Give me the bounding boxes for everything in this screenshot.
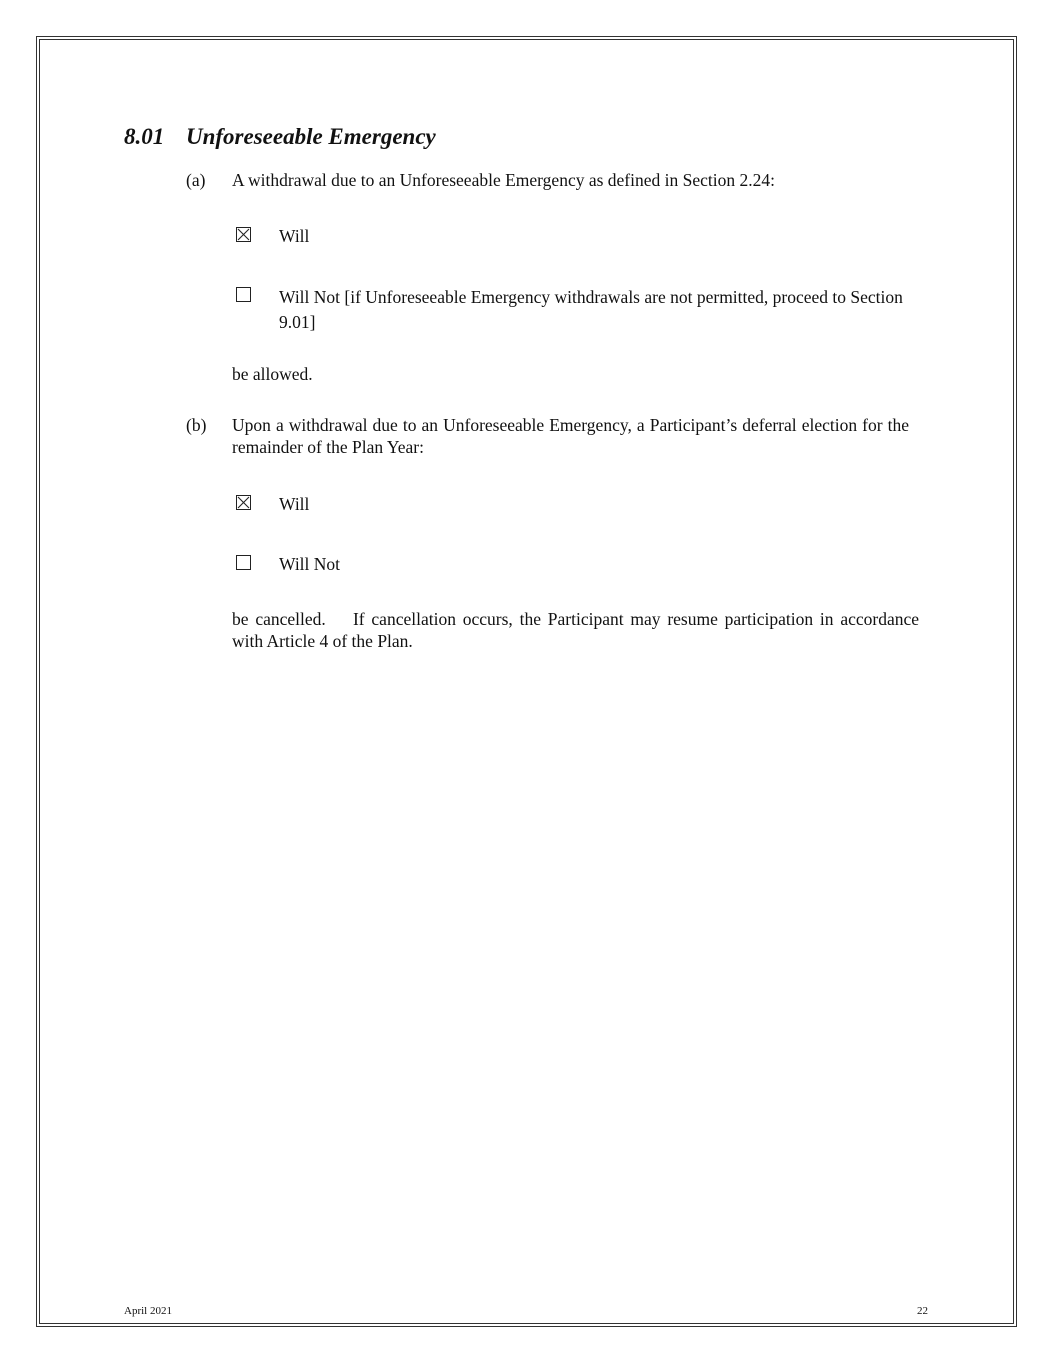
item-a-will-not-checkbox[interactable] [236,287,251,302]
footer-page-number: 22 [917,1305,928,1317]
item-b-will-label: Will [279,494,310,514]
item-b-will-not-label: Will Not [279,554,341,574]
item-b-will-not-checkbox[interactable] [236,555,251,570]
item-b-will-checkbox[interactable] [236,495,251,510]
item-a-will-not-label: Will Not [if Unforeseeable Emergency withdrawals are not permitted, proceed to Section 9.01] [279,287,903,332]
section-number: 8.01 [124,124,165,149]
item-a-marker: (a) [186,170,206,190]
item-b-text: Upon a withdrawal due to an Unforeseeable Emergency, a Participant’s deferral election for the remainder of the Plan Year: [232,415,909,457]
checked-x-icon [237,228,250,241]
section-title: Unforeseeable Emergency [186,124,436,149]
item-b-closing: be cancelled. If cancellation occurs, the Participant may resume participation in accordance with Article 4 of the Plan. [232,609,924,651]
item-b-marker: (b) [186,415,207,435]
checked-x-icon [237,496,250,509]
item-a-text: A withdrawal due to an Unforeseeable Emergency as defined in Section 2.24: [232,170,775,190]
item-a-closing: be allowed. [232,364,313,384]
item-a-will-checkbox[interactable] [236,227,251,242]
page-border-inner [39,39,1014,1324]
footer-date: April 2021 [124,1305,172,1317]
item-a-will-label: Will [279,226,310,246]
section-heading [124,124,436,150]
